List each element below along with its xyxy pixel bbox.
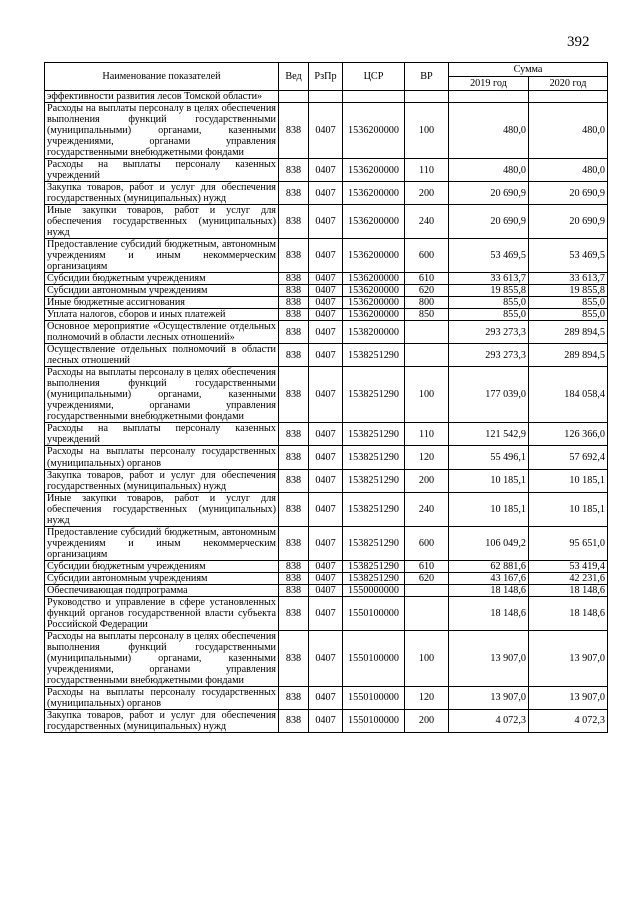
row-name: Предоставление субсидий бюджетным, автономным учреждениям и иным некоммерческим организациям <box>45 526 279 560</box>
row-csr: 1550100000 <box>343 596 405 630</box>
row-ved: 838 <box>279 321 309 344</box>
row-name: Закупка товаров, работ и услуг для обеспечения государственных (муниципальных) нужд <box>45 182 279 205</box>
table-row <box>45 423 608 446</box>
row-2019: 20 690,9 <box>449 205 529 239</box>
row-2019: 19 855,8 <box>449 285 529 297</box>
row-2020: 10 185,1 <box>529 492 608 526</box>
row-rzpr: 0407 <box>309 344 343 367</box>
row-ved: 838 <box>279 584 309 596</box>
row-name: Субсидии автономным учреждениям <box>45 285 279 297</box>
table-row <box>45 446 608 469</box>
row-csr: 1536200000 <box>343 285 405 297</box>
row-ved: 838 <box>279 526 309 560</box>
row-2020: 20 690,9 <box>529 182 608 205</box>
row-vr: 600 <box>405 526 449 560</box>
page-number: 392 <box>567 34 590 50</box>
row-2019: 480,0 <box>449 103 529 159</box>
row-csr: 1538251290 <box>343 572 405 584</box>
row-rzpr: 0407 <box>309 423 343 446</box>
table-row <box>45 560 608 572</box>
header-csr: ЦСР <box>343 63 405 91</box>
row-2019: 33 613,7 <box>449 273 529 285</box>
row-2019: 43 167,6 <box>449 572 529 584</box>
row-vr: 200 <box>405 469 449 492</box>
row-2020: 289 894,5 <box>529 344 608 367</box>
row-vr: 100 <box>405 630 449 686</box>
row-name: Основное мероприятие «Осуществление отдельных полномочий в области лесных отношений» <box>45 321 279 344</box>
row-vr <box>405 596 449 630</box>
row-rzpr: 0407 <box>309 321 343 344</box>
row-2019: 18 148,6 <box>449 596 529 630</box>
row-rzpr: 0407 <box>309 446 343 469</box>
table-row <box>45 492 608 526</box>
row-2019: 293 273,3 <box>449 321 529 344</box>
row-2019: 480,0 <box>449 159 529 182</box>
row-2020: 95 651,0 <box>529 526 608 560</box>
row-vr: 620 <box>405 285 449 297</box>
row-csr: 1536200000 <box>343 182 405 205</box>
row-csr: 1536200000 <box>343 273 405 285</box>
row-ved: 838 <box>279 273 309 285</box>
row-2020: 19 855,8 <box>529 285 608 297</box>
row-2019: 293 273,3 <box>449 344 529 367</box>
row-rzpr: 0407 <box>309 584 343 596</box>
row-rzpr: 0407 <box>309 309 343 321</box>
row-ved: 838 <box>279 344 309 367</box>
row-2019: 10 185,1 <box>449 469 529 492</box>
row-2019: 62 881,6 <box>449 560 529 572</box>
row-name: Расходы на выплаты персоналу в целях обеспечения выполнения функций государственными (муниципальными) органами, казенными учреждениями, органами управления государственными внебюджетными фондами <box>45 367 279 423</box>
row-2020: 10 185,1 <box>529 469 608 492</box>
row-name: Расходы на выплаты персоналу казенных учреждений <box>45 423 279 446</box>
header-rzpr: РзПр <box>309 63 343 91</box>
row-csr: 1536200000 <box>343 103 405 159</box>
row-2020: 480,0 <box>529 103 608 159</box>
row-2020: 289 894,5 <box>529 321 608 344</box>
row-csr: 1550000000 <box>343 584 405 596</box>
row-2019: 13 907,0 <box>449 686 529 709</box>
row-rzpr: 0407 <box>309 560 343 572</box>
row-ved: 838 <box>279 182 309 205</box>
row-csr: 1538251290 <box>343 526 405 560</box>
row-name: Уплата налогов, сборов и иных платежей <box>45 309 279 321</box>
table-row <box>45 630 608 686</box>
row-ved: 838 <box>279 239 309 273</box>
row-2020: 33 613,7 <box>529 273 608 285</box>
table-row <box>45 159 608 182</box>
table-body <box>45 91 608 733</box>
row-vr: 120 <box>405 686 449 709</box>
row-ved: 838 <box>279 103 309 159</box>
row-name: Расходы на выплаты персоналу государственных (муниципальных) органов <box>45 686 279 709</box>
table-row <box>45 367 608 423</box>
row-2020: 18 148,6 <box>529 584 608 596</box>
row-2020: 53 469,5 <box>529 239 608 273</box>
row-csr: 1536200000 <box>343 159 405 182</box>
row-vr <box>405 584 449 596</box>
row-ved: 838 <box>279 596 309 630</box>
row-rzpr: 0407 <box>309 285 343 297</box>
budget-table <box>44 62 608 733</box>
row-ved: 838 <box>279 159 309 182</box>
row-ved: 838 <box>279 492 309 526</box>
row-vr: 610 <box>405 273 449 285</box>
header-name: Наименование показателей <box>45 63 279 91</box>
row-2020: 57 692,4 <box>529 446 608 469</box>
row-csr: 1538200000 <box>343 321 405 344</box>
row-vr: 240 <box>405 492 449 526</box>
row-name: Обеспечивающая подпрограмма <box>45 584 279 596</box>
row-name: Руководство и управление в сфере установленных функций органов государственной власти субъекта Российской Федерации <box>45 596 279 630</box>
row-csr: 1538251290 <box>343 492 405 526</box>
row-ved: 838 <box>279 309 309 321</box>
row-ved: 838 <box>279 285 309 297</box>
row-name: Предоставление субсидий бюджетным, автономным учреждениям и иным некоммерческим организациям <box>45 239 279 273</box>
row-rzpr: 0407 <box>309 182 343 205</box>
row-name: Субсидии бюджетным учреждениям <box>45 560 279 572</box>
row-2020: 855,0 <box>529 309 608 321</box>
row-2020: 13 907,0 <box>529 686 608 709</box>
row-rzpr: 0407 <box>309 572 343 584</box>
row-name: Иные закупки товаров, работ и услуг для обеспечения государственных (муниципальных) нужд <box>45 492 279 526</box>
row-name: Субсидии автономным учреждениям <box>45 572 279 584</box>
table-row <box>45 239 608 273</box>
header-vr: ВР <box>405 63 449 91</box>
row-ved: 838 <box>279 572 309 584</box>
row-2019: 4 072,3 <box>449 709 529 732</box>
header-2020: 2020 год <box>529 77 608 91</box>
row-2019: 18 148,6 <box>449 584 529 596</box>
row-rzpr: 0407 <box>309 709 343 732</box>
header-2019: 2019 год <box>449 77 529 91</box>
row-vr: 120 <box>405 446 449 469</box>
row-csr: 1536200000 <box>343 239 405 273</box>
table-row <box>45 686 608 709</box>
row-2019: 121 542,9 <box>449 423 529 446</box>
continuation-text: эффективности развития лесов Томской области» <box>45 91 279 103</box>
row-rzpr: 0407 <box>309 103 343 159</box>
row-csr: 1536200000 <box>343 297 405 309</box>
row-2019: 20 690,9 <box>449 182 529 205</box>
row-csr: 1550100000 <box>343 630 405 686</box>
row-2020: 126 366,0 <box>529 423 608 446</box>
row-csr: 1538251290 <box>343 367 405 423</box>
row-vr: 100 <box>405 367 449 423</box>
row-vr: 110 <box>405 159 449 182</box>
row-name: Субсидии бюджетным учреждениям <box>45 273 279 285</box>
row-2019: 13 907,0 <box>449 630 529 686</box>
row-ved: 838 <box>279 469 309 492</box>
row-2020: 53 419,4 <box>529 560 608 572</box>
row-csr: 1536200000 <box>343 205 405 239</box>
row-ved: 838 <box>279 630 309 686</box>
row-rzpr: 0407 <box>309 686 343 709</box>
row-rzpr: 0407 <box>309 526 343 560</box>
row-2020: 855,0 <box>529 297 608 309</box>
row-vr: 620 <box>405 572 449 584</box>
row-ved: 838 <box>279 423 309 446</box>
row-rzpr: 0407 <box>309 492 343 526</box>
row-ved: 838 <box>279 446 309 469</box>
row-ved: 838 <box>279 709 309 732</box>
row-csr: 1538251290 <box>343 446 405 469</box>
row-rzpr: 0407 <box>309 297 343 309</box>
row-name: Иные закупки товаров, работ и услуг для обеспечения государственных (муниципальных) нужд <box>45 205 279 239</box>
row-2020: 480,0 <box>529 159 608 182</box>
table-row <box>45 285 608 297</box>
row-rzpr: 0407 <box>309 596 343 630</box>
row-vr: 110 <box>405 423 449 446</box>
row-vr: 850 <box>405 309 449 321</box>
table-row <box>45 572 608 584</box>
row-ved: 838 <box>279 686 309 709</box>
row-vr <box>405 344 449 367</box>
row-2019: 855,0 <box>449 297 529 309</box>
row-ved: 838 <box>279 367 309 423</box>
table-row <box>45 584 608 596</box>
row-rzpr: 0407 <box>309 630 343 686</box>
row-vr: 100 <box>405 103 449 159</box>
row-rzpr: 0407 <box>309 469 343 492</box>
row-vr: 610 <box>405 560 449 572</box>
row-vr: 200 <box>405 709 449 732</box>
row-csr: 1536200000 <box>343 309 405 321</box>
row-rzpr: 0407 <box>309 239 343 273</box>
row-rzpr: 0407 <box>309 159 343 182</box>
table-row <box>45 182 608 205</box>
row-ved: 838 <box>279 560 309 572</box>
row-2020: 42 231,6 <box>529 572 608 584</box>
table-row <box>45 205 608 239</box>
table-row <box>45 596 608 630</box>
row-vr: 240 <box>405 205 449 239</box>
table-row <box>45 297 608 309</box>
table-row <box>45 273 608 285</box>
table-row <box>45 309 608 321</box>
row-name: Закупка товаров, работ и услуг для обеспечения государственных (муниципальных) нужд <box>45 469 279 492</box>
row-vr: 200 <box>405 182 449 205</box>
row-name: Иные бюджетные ассигнования <box>45 297 279 309</box>
row-rzpr: 0407 <box>309 367 343 423</box>
row-csr: 1538251290 <box>343 560 405 572</box>
row-2019: 177 039,0 <box>449 367 529 423</box>
row-vr: 600 <box>405 239 449 273</box>
row-csr: 1550100000 <box>343 709 405 732</box>
row-name: Расходы на выплаты персоналу в целях обеспечения выполнения функций государственными (муниципальными) органами, казенными учреждениями, органами управления государственными внебюджетными фондами <box>45 103 279 159</box>
table-row <box>45 321 608 344</box>
row-name: Расходы на выплаты персоналу государственных (муниципальных) органов <box>45 446 279 469</box>
row-2019: 10 185,1 <box>449 492 529 526</box>
row-csr: 1538251290 <box>343 469 405 492</box>
row-2020: 13 907,0 <box>529 630 608 686</box>
row-ved: 838 <box>279 297 309 309</box>
row-rzpr: 0407 <box>309 273 343 285</box>
row-vr <box>405 321 449 344</box>
row-2020: 20 690,9 <box>529 205 608 239</box>
row-csr: 1538251290 <box>343 423 405 446</box>
row-2019: 855,0 <box>449 309 529 321</box>
header-sum: Сумма <box>449 63 608 77</box>
table-row <box>45 344 608 367</box>
continuation-row <box>45 91 608 103</box>
row-2020: 4 072,3 <box>529 709 608 732</box>
row-name: Расходы на выплаты персоналу в целях обеспечения выполнения функций государственными (муниципальными) органами, казенными учреждениями, органами управления государственными внебюджетными фондами <box>45 630 279 686</box>
table-row <box>45 526 608 560</box>
row-2020: 184 058,4 <box>529 367 608 423</box>
row-csr: 1538251290 <box>343 344 405 367</box>
table-row <box>45 469 608 492</box>
row-2019: 53 469,5 <box>449 239 529 273</box>
row-csr: 1550100000 <box>343 686 405 709</box>
row-name: Расходы на выплаты персоналу казенных учреждений <box>45 159 279 182</box>
header-ved: Вед <box>279 63 309 91</box>
table-row <box>45 103 608 159</box>
row-vr: 800 <box>405 297 449 309</box>
row-name: Закупка товаров, работ и услуг для обеспечения государственных (муниципальных) нужд <box>45 709 279 732</box>
row-rzpr: 0407 <box>309 205 343 239</box>
row-2019: 55 496,1 <box>449 446 529 469</box>
row-name: Осуществление отдельных полномочий в области лесных отношений <box>45 344 279 367</box>
row-2019: 106 049,2 <box>449 526 529 560</box>
row-ved: 838 <box>279 205 309 239</box>
row-2020: 18 148,6 <box>529 596 608 630</box>
table-row <box>45 709 608 732</box>
